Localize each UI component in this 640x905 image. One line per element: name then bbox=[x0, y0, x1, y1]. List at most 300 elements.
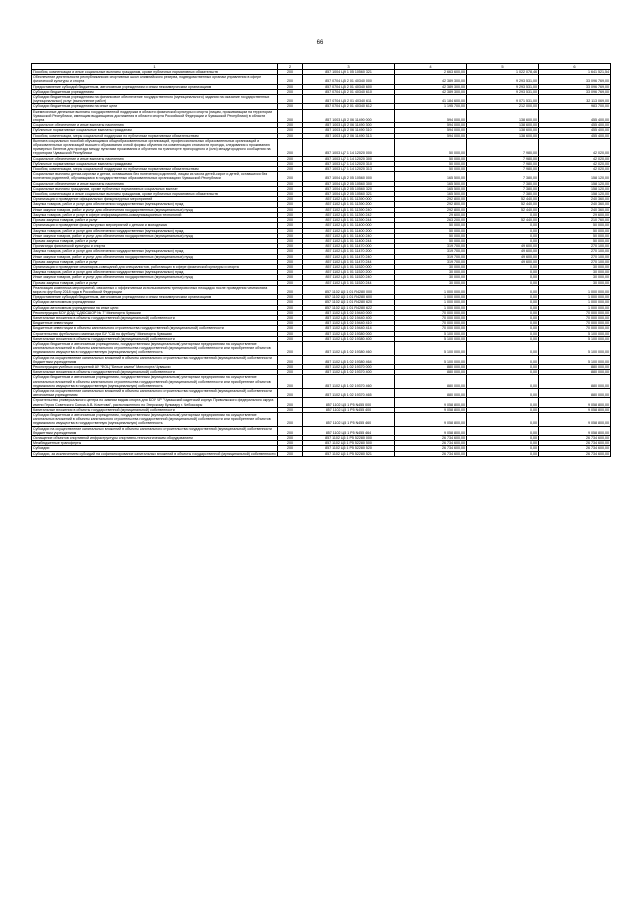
line-code-cell: 200 bbox=[278, 364, 303, 369]
approved-amount-cell: 165 500,00 bbox=[395, 181, 467, 186]
approved-amount-cell: 1 000 000,00 bbox=[395, 305, 467, 310]
budget-classification-cell: 857 1102 Ц5 1 02 19380 400 bbox=[303, 336, 395, 341]
unexecuted-amount-cell: 26 734 600,00 bbox=[539, 436, 611, 441]
line-code-cell: 200 bbox=[278, 275, 303, 280]
expense-name-cell: Пропаганда физической культуры и спорта bbox=[32, 244, 278, 249]
budget-classification-cell: 857 1102 Ц5 1 02 19380 460 bbox=[303, 341, 395, 355]
approved-amount-cell: 70 000 000,00 bbox=[395, 321, 467, 326]
executed-amount-cell: 0,00 bbox=[467, 264, 539, 269]
executed-amount-cell: 49 600,00 bbox=[467, 254, 539, 259]
column-number: 4 bbox=[395, 64, 467, 70]
table-row bbox=[32, 451, 611, 456]
line-code-cell: 200 bbox=[278, 202, 303, 207]
approved-amount-cell: 880 000,00 bbox=[395, 370, 467, 375]
expense-name-cell: Строительство универсального центра по зимним видам спорта для БОУ ЧР "Чувашский кадетский корпус Приволжского федерального округа имени Героя Советского Союза А.В. Кочетова", расположенного по Эгерскому бульвару г. Чебоксары bbox=[32, 398, 278, 407]
executed-amount-cell: 0,00 bbox=[467, 407, 539, 412]
line-code-cell: 200 bbox=[278, 104, 303, 109]
executed-amount-cell: 52 440,00 bbox=[467, 207, 539, 212]
executed-amount-cell: 0,00 bbox=[467, 336, 539, 341]
line-code-cell: 200 bbox=[278, 398, 303, 407]
executed-amount-cell: 212 000,00 bbox=[467, 104, 539, 109]
executed-amount-cell: 7 380,00 bbox=[467, 172, 539, 181]
budget-classification-cell: 857 1102 Ц5 1 01 11470 240 bbox=[303, 254, 395, 259]
executed-amount-cell: 0,00 bbox=[467, 300, 539, 305]
budget-classification-cell: 857 1102 Ц5 1 01 11470 200 bbox=[303, 249, 395, 254]
approved-amount-cell: 165 500,00 bbox=[395, 172, 467, 181]
budget-classification-cell: 857 1102 Ц5 1 01 11470 000 bbox=[303, 244, 395, 249]
expense-name-cell: Закупка товаров, работ и услуг в сфере информационно-коммуникационных технологий bbox=[32, 212, 278, 217]
expense-name-cell: Социальные выплаты гражданам, кроме публичных нормативных социальных выплат bbox=[32, 186, 278, 191]
budget-classification-cell: 857 1102 Ц5 1 01 11390 244 bbox=[303, 218, 395, 223]
line-code-cell: 200 bbox=[278, 84, 303, 89]
executed-amount-cell: 0,00 bbox=[467, 398, 539, 407]
page-number: 66 bbox=[316, 40, 324, 46]
unexecuted-amount-cell: 5 100 000,00 bbox=[539, 331, 611, 336]
unexecuted-amount-cell: 50 000,00 bbox=[539, 223, 611, 228]
line-code-cell: 200 bbox=[278, 326, 303, 331]
expense-name-cell: Субсидии бюджетным и автономным учреждениям, государственным (муниципальным) унитарным предприятиям на осуществление капитальных вложений в объекты капитального строительства государственной (муниципальной) собственности или приобретение объектов недвижимого имущества в государственную (муниципальную) собственность bbox=[32, 341, 278, 355]
line-code-cell: 200 bbox=[278, 321, 303, 326]
budget-classification-cell: 857 1102 Ц5 1 P5 52280 520 bbox=[303, 446, 395, 451]
unexecuted-amount-cell: 50 000,00 bbox=[539, 233, 611, 238]
approved-amount-cell: 319 700,00 bbox=[395, 254, 467, 259]
expense-name-cell: Субсидии на осуществление капитальных вложений в объекты капитального строительства государственной (муниципальной) собственности автономным учреждениям bbox=[32, 389, 278, 398]
expense-name-cell: Предоставление субсидий бюджетным, автономным учреждениям и иным некоммерческим организациям bbox=[32, 295, 278, 300]
approved-amount-cell: 165 500,00 bbox=[395, 186, 467, 191]
executed-amount-cell: 0,00 bbox=[467, 321, 539, 326]
line-code-cell: 200 bbox=[278, 186, 303, 191]
expense-name-cell: Капитальные вложения в объекты государственной (муниципальной) собственности bbox=[32, 336, 278, 341]
executed-amount-cell: 0,00 bbox=[467, 413, 539, 427]
budget-classification-cell: 857 0704 Ц5 2 01 40340 000 bbox=[303, 75, 395, 84]
budget-classification-cell: 857 1102 Ц5 1 02 19380 464 bbox=[303, 355, 395, 364]
budget-classification-cell: 857 1102 Ц5 1 P5 N455 464 bbox=[303, 426, 395, 435]
budget-classification-cell: 857 1102 Ц5 1 01 11390 242 bbox=[303, 212, 395, 217]
line-code-cell: 200 bbox=[278, 95, 303, 104]
unexecuted-amount-cell: 158 120,00 bbox=[539, 181, 611, 186]
unexecuted-amount-cell: 983 700,00 bbox=[539, 104, 611, 109]
approved-amount-cell: 880 000,00 bbox=[395, 389, 467, 398]
budget-classification-cell: 857 1102 Ц5 1 01 11400 244 bbox=[303, 238, 395, 243]
approved-amount-cell: 50 000,00 bbox=[395, 156, 467, 161]
approved-amount-cell: 42 389 300,00 bbox=[395, 75, 467, 84]
line-code-cell: 200 bbox=[278, 167, 303, 172]
expense-name-cell: Субсидии автономным учреждениям на иные цели bbox=[32, 305, 278, 310]
budget-classification-cell: 857 1102 Ц5 1 02 19370 000 bbox=[303, 364, 395, 369]
table-row bbox=[32, 426, 611, 435]
expense-name-cell: Субсидии bbox=[32, 446, 278, 451]
expense-name-cell: Субсидии бюджетным учреждениям на иные цели bbox=[32, 104, 278, 109]
budget-classification-cell: 857 1003 Ц7 1 14 12020 000 bbox=[303, 138, 395, 156]
executed-amount-cell: 9 293 531,00 bbox=[467, 75, 539, 84]
budget-classification-cell: 857 0704 Ц5 2 01 40340 612 bbox=[303, 104, 395, 109]
expense-name-cell: Прочая закупка товаров, работ и услуг bbox=[32, 259, 278, 264]
budget-classification-cell: 857 1102 Ц5 1 P5 N455 460 bbox=[303, 413, 395, 427]
expense-name-cell: Субсидии бюджетным и автономным учреждениям, государственным (муниципальным) унитарным предприятиям на осуществление капитальных вложений в объекты капитального строительства государственной (муниципальной) собственности или приобретение объектов недвижимого имущества в государственную (муниципальную) собственность bbox=[32, 375, 278, 389]
executed-amount-cell: 0,00 bbox=[467, 436, 539, 441]
approved-amount-cell: 1 000 000,00 bbox=[395, 300, 467, 305]
executed-amount-cell: 138 600,00 bbox=[467, 128, 539, 133]
line-code-cell: 200 bbox=[278, 426, 303, 435]
approved-amount-cell: 50 000,00 bbox=[395, 228, 467, 233]
approved-amount-cell: 42 389 300,00 bbox=[395, 89, 467, 94]
unexecuted-amount-cell: 70 000 000,00 bbox=[539, 321, 611, 326]
approved-amount-cell: 292 800,00 bbox=[395, 207, 467, 212]
expense-name-cell: Иные закупки товаров, работ и услуг для обеспечения государственных (муниципальных) нужд bbox=[32, 275, 278, 280]
expense-name-cell: Социальное обеспечение и иные выплаты населению bbox=[32, 181, 278, 186]
expense-name-cell: Капитальные вложения в объекты государственной (муниципальной) собственности bbox=[32, 407, 278, 412]
approved-amount-cell: 26 734 600,00 bbox=[395, 441, 467, 446]
expense-name-cell: Социальные выплаты детям-сиротам и детям, оставшимся без попечения родителей, лицам из числа детей-сирот и детей, оставшихся без попечения родителей, обучающимся в государственных образовательных организациях Чувашской Республики bbox=[32, 172, 278, 181]
budget-classification-cell: 857 1102 Ц5 1 01 11520 200 bbox=[303, 270, 395, 275]
unexecuted-amount-cell: 30 000,00 bbox=[539, 264, 611, 269]
approved-amount-cell: 165 500,00 bbox=[395, 192, 467, 197]
unexecuted-amount-cell: 455 400,00 bbox=[539, 123, 611, 128]
line-code-cell: 200 bbox=[278, 109, 303, 123]
budget-classification-cell: 857 1102 Ц5 1 01 11520 240 bbox=[303, 275, 395, 280]
unexecuted-amount-cell: 33 096 769,00 bbox=[539, 84, 611, 89]
approved-amount-cell: 9 058 800,00 bbox=[395, 398, 467, 407]
expense-name-cell: Публичные нормативные социальные выплаты гражданам bbox=[32, 161, 278, 166]
unexecuted-amount-cell: 42 020,00 bbox=[539, 156, 611, 161]
expense-name-cell: Реконструкция БОУ ДОД "СДЮСШОР № 7" Минспорта Чувашии bbox=[32, 310, 278, 315]
executed-amount-cell: 0,00 bbox=[467, 223, 539, 228]
budget-classification-cell: 857 1102 Ц5 1 P5 N455 400 bbox=[303, 407, 395, 412]
unexecuted-amount-cell: 5 100 000,00 bbox=[539, 341, 611, 355]
approved-amount-cell: 594 000,00 bbox=[395, 123, 467, 128]
line-code-cell: 200 bbox=[278, 161, 303, 166]
executed-amount-cell: 0,00 bbox=[467, 441, 539, 446]
approved-amount-cell: 9 058 800,00 bbox=[395, 407, 467, 412]
budget-classification-cell: 857 1102 Ц5 1 01 11400 000 bbox=[303, 223, 395, 228]
approved-amount-cell: 5 100 000,00 bbox=[395, 336, 467, 341]
line-code-cell: 200 bbox=[278, 370, 303, 375]
approved-amount-cell: 70 000 000,00 bbox=[395, 310, 467, 315]
unexecuted-amount-cell: 1 000 000,00 bbox=[539, 300, 611, 305]
budget-classification-cell: 857 1102 Ц5 1 01 11390 000 bbox=[303, 197, 395, 202]
expense-name-cell: Пособия, компенсации и иные социальные выплаты гражданам, кроме публичных нормативных обязательств bbox=[32, 192, 278, 197]
unexecuted-amount-cell: 70 000 000,00 bbox=[539, 315, 611, 320]
line-code-cell: 200 bbox=[278, 413, 303, 427]
report-table bbox=[31, 63, 611, 457]
approved-amount-cell: 30 000,00 bbox=[395, 270, 467, 275]
unexecuted-amount-cell: 30 000,00 bbox=[539, 275, 611, 280]
approved-amount-cell: 50 000,00 bbox=[395, 138, 467, 156]
unexecuted-amount-cell: 880 000,00 bbox=[539, 370, 611, 375]
unexecuted-amount-cell: 70 000 000,00 bbox=[539, 310, 611, 315]
unexecuted-amount-cell: 240 360,00 bbox=[539, 207, 611, 212]
expense-name-cell: Обеспечение деятельности республиканских спортивных школ олимпийского резерва, подведомственных органам управления в сфере физической культуры и спорта bbox=[32, 75, 278, 84]
approved-amount-cell: 50 000,00 bbox=[395, 233, 467, 238]
executed-amount-cell: 7 380,00 bbox=[467, 192, 539, 197]
table-row bbox=[32, 172, 611, 181]
expense-name-cell: Закупка товаров, работ и услуг для обеспечения государственных (муниципальных) нужд bbox=[32, 270, 278, 275]
unexecuted-amount-cell: 270 100,00 bbox=[539, 259, 611, 264]
line-code-cell: 200 bbox=[278, 315, 303, 320]
line-code-cell: 200 bbox=[278, 259, 303, 264]
approved-amount-cell: 50 000,00 bbox=[395, 167, 467, 172]
expense-name-cell: Реализация комплекса мероприятий, связанных с эффективным использованием тренировочных площадок после проведения чемпионата мира по футболу 2018 года в Российской Федерации bbox=[32, 285, 278, 294]
budget-classification-cell: 857 1102 Ц5 1 01 11390 200 bbox=[303, 202, 395, 207]
line-code-cell: 200 bbox=[278, 331, 303, 336]
expense-name-cell: Организация и проведение физкультурных мероприятий с детьми и молодежью bbox=[32, 223, 278, 228]
unexecuted-amount-cell: 42 020,00 bbox=[539, 167, 611, 172]
expense-name-cell: Бюджетные инвестиции в объекты капитального строительства государственной (муниципальной) собственности bbox=[32, 326, 278, 331]
budget-classification-cell: 857 1102 Ц5 1 01 11520 244 bbox=[303, 280, 395, 285]
line-code-cell: 200 bbox=[278, 218, 303, 223]
budget-classification-cell: 857 0704 Ц5 2 01 40340 610 bbox=[303, 89, 395, 94]
approved-amount-cell: 70 000 000,00 bbox=[395, 326, 467, 331]
line-code-cell: 200 bbox=[278, 285, 303, 294]
executed-amount-cell: 0,00 bbox=[467, 341, 539, 355]
budget-classification-cell: 857 1004 Ц5 2 05 10560 321 bbox=[303, 192, 395, 197]
budget-classification-cell: 857 1003 Ц5 2 06 11490 313 bbox=[303, 133, 395, 138]
expense-name-cell: Ежемесячные денежные выплаты государственной поддержки в области физической культуры и спорта (лицам, проживающим на территории Чувашской Республики, имеющим выдающиеся достижения в области спорта Российской Федерации и Чувашской Республики) в области спорта bbox=[32, 109, 278, 123]
expense-name-cell: Пособия, компенсации, меры социальной поддержки по публичным нормативным обязательствам bbox=[32, 133, 278, 138]
executed-amount-cell: 0,00 bbox=[467, 355, 539, 364]
budget-classification-cell: 857 1102 Ц5 1 02 19440 400 bbox=[303, 315, 395, 320]
budget-classification-cell: 857 1102 Ц5 1 P5 52280 000 bbox=[303, 436, 395, 441]
line-code-cell: 200 bbox=[278, 133, 303, 138]
executed-amount-cell: 52 440,00 bbox=[467, 202, 539, 207]
unexecuted-amount-cell: 5 100 000,00 bbox=[539, 355, 611, 364]
budget-classification-cell: 857 1102 Ц5 1 01 11400 200 bbox=[303, 228, 395, 233]
executed-amount-cell: 49 600,00 bbox=[467, 259, 539, 264]
executed-amount-cell: 0,00 bbox=[467, 364, 539, 369]
line-code-cell: 200 bbox=[278, 451, 303, 456]
expense-name-cell: Субсидии бюджетным учреждениям bbox=[32, 89, 278, 94]
approved-amount-cell: 319 700,00 bbox=[395, 259, 467, 264]
approved-amount-cell: 5 100 000,00 bbox=[395, 331, 467, 336]
approved-amount-cell: 30 000,00 bbox=[395, 264, 467, 269]
table-row bbox=[32, 375, 611, 389]
table-row bbox=[32, 355, 611, 364]
executed-amount-cell: 0,00 bbox=[467, 310, 539, 315]
unexecuted-amount-cell: 32 113 069,00 bbox=[539, 95, 611, 104]
unexecuted-amount-cell: 1 641 521,54 bbox=[539, 70, 611, 75]
unexecuted-amount-cell: 50 000,00 bbox=[539, 228, 611, 233]
unexecuted-amount-cell: 33 096 769,00 bbox=[539, 89, 611, 94]
table-row bbox=[32, 285, 611, 294]
line-code-cell: 200 bbox=[278, 341, 303, 355]
executed-amount-cell: 0,00 bbox=[467, 285, 539, 294]
line-code-cell: 200 bbox=[278, 300, 303, 305]
approved-amount-cell: 9 058 800,00 bbox=[395, 426, 467, 435]
unexecuted-amount-cell: 50 000,00 bbox=[539, 238, 611, 243]
expense-name-cell: Субсидии бюджетным учреждениям на финансовое обеспечение государственного (муниципального) задания на оказание государственных (муниципальных) услуг (выполнение работ) bbox=[32, 95, 278, 104]
executed-amount-cell: 0,00 bbox=[467, 315, 539, 320]
line-code-cell: 200 bbox=[278, 254, 303, 259]
budget-classification-cell: 857 1004 Ц9 1 05 10560 321 bbox=[303, 70, 395, 75]
expense-name-cell: Социальное обеспечение и иные выплаты населению bbox=[32, 123, 278, 128]
approved-amount-cell: 30 000,00 bbox=[395, 280, 467, 285]
line-code-cell: 200 bbox=[278, 375, 303, 389]
line-code-cell: 200 bbox=[278, 197, 303, 202]
budget-classification-cell: 857 0704 Ц5 2 01 40340 611 bbox=[303, 95, 395, 104]
budget-classification-cell: 857 1003 Ц7 1 14 12020 313 bbox=[303, 167, 395, 172]
executed-amount-cell: 9 293 531,00 bbox=[467, 89, 539, 94]
expense-name-cell: Иные закупки товаров, работ и услуг для обеспечения государственных (муниципальных) нужд bbox=[32, 254, 278, 259]
expense-name-cell: Бюджетные инвестиции bbox=[32, 321, 278, 326]
budget-classification-cell: 857 1004 Ц5 2 05 10560 300 bbox=[303, 181, 395, 186]
table-row bbox=[32, 95, 611, 104]
executed-amount-cell: 0,00 bbox=[467, 238, 539, 243]
budget-classification-cell: 857 1102 Ц5 1 02 19440 414 bbox=[303, 326, 395, 331]
executed-amount-cell: 52 440,00 bbox=[467, 197, 539, 202]
unexecuted-amount-cell: 455 400,00 bbox=[539, 109, 611, 123]
unexecuted-amount-cell: 158 120,00 bbox=[539, 172, 611, 181]
line-code-cell: 200 bbox=[278, 89, 303, 94]
unexecuted-amount-cell: 26 734 600,00 bbox=[539, 441, 611, 446]
expense-name-cell: Капитальные вложения в объекты государственной (муниципальной) собственности bbox=[32, 315, 278, 320]
executed-amount-cell: 0,00 bbox=[467, 446, 539, 451]
executed-amount-cell: 0,00 bbox=[467, 331, 539, 336]
unexecuted-amount-cell: 1 000 000,00 bbox=[539, 285, 611, 294]
budget-classification-cell: 857 1102 Ц5 1 01 R4280 620 bbox=[303, 300, 395, 305]
approved-amount-cell: 594 000,00 bbox=[395, 128, 467, 133]
line-code-cell: 200 bbox=[278, 436, 303, 441]
unexecuted-amount-cell: 1 000 000,00 bbox=[539, 305, 611, 310]
executed-amount-cell: 9 071 531,00 bbox=[467, 95, 539, 104]
unexecuted-amount-cell: 5 100 000,00 bbox=[539, 336, 611, 341]
line-code-cell: 200 bbox=[278, 238, 303, 243]
expense-name-cell: Субсидии, за исключением субсидий на софинансирование капитальных вложений в объекты государственной (муниципальной) собственности bbox=[33, 451, 276, 456]
executed-amount-cell: 7 980,00 bbox=[467, 156, 539, 161]
executed-amount-cell: 7 980,00 bbox=[467, 138, 539, 156]
expense-name-cell: Иные закупки товаров, работ и услуг для обеспечения государственных (муниципальных) нужд bbox=[32, 233, 278, 238]
executed-amount-cell: 0,00 bbox=[467, 426, 539, 435]
line-code-cell: 200 bbox=[278, 310, 303, 315]
unexecuted-amount-cell: 70 000 000,00 bbox=[539, 326, 611, 331]
expense-name-cell: Социальное обеспечение и иные выплаты населению bbox=[32, 156, 278, 161]
budget-classification-cell: 857 1004 Ц5 2 05 10560 000 bbox=[303, 172, 395, 181]
approved-amount-cell: 1 195 700,00 bbox=[395, 104, 467, 109]
unexecuted-amount-cell: 26 734 600,00 bbox=[539, 451, 611, 456]
column-number: 1 bbox=[32, 64, 278, 70]
unexecuted-amount-cell: 240 360,00 bbox=[539, 197, 611, 202]
budget-classification-cell: 857 1102 Ц5 1 02 19370 465 bbox=[303, 389, 395, 398]
line-code-cell: 200 bbox=[278, 233, 303, 238]
expense-name-cell: Прочая закупка товаров, работ и услуг bbox=[32, 280, 278, 285]
approved-amount-cell: 263 200,00 bbox=[395, 218, 467, 223]
line-code-cell: 200 bbox=[278, 228, 303, 233]
executed-amount-cell: 138 600,00 bbox=[467, 123, 539, 128]
expense-name-cell: Организация и проведение официальных физкультурных мероприятий bbox=[32, 197, 278, 202]
approved-amount-cell: 9 058 800,00 bbox=[395, 413, 467, 427]
budget-classification-cell: 857 1102 Ц5 1 02 19440 410 bbox=[303, 321, 395, 326]
approved-amount-cell: 5 100 000,00 bbox=[395, 355, 467, 364]
expense-name-cell: Иные закупки товаров, работ и услуг для обеспечения государственных (муниципальных) нужд bbox=[32, 207, 278, 212]
unexecuted-amount-cell: 270 100,00 bbox=[539, 249, 611, 254]
approved-amount-cell: 26 734 600,00 bbox=[395, 451, 467, 456]
executed-amount-cell: 7 980,00 bbox=[467, 161, 539, 166]
executed-amount-cell: 52 440,00 bbox=[467, 218, 539, 223]
approved-amount-cell: 319 700,00 bbox=[395, 244, 467, 249]
unexecuted-amount-cell: 455 400,00 bbox=[539, 128, 611, 133]
line-code-cell: 200 bbox=[278, 407, 303, 412]
unexecuted-amount-cell: 210 760,00 bbox=[539, 218, 611, 223]
approved-amount-cell: 319 700,00 bbox=[395, 249, 467, 254]
executed-amount-cell: 138 600,00 bbox=[467, 109, 539, 123]
unexecuted-amount-cell: 9 058 800,00 bbox=[539, 426, 611, 435]
executed-amount-cell: 138 600,00 bbox=[467, 133, 539, 138]
unexecuted-amount-cell: 26 734 600,00 bbox=[539, 446, 611, 451]
table-row bbox=[32, 341, 611, 355]
budget-classification-cell: 857 1102 Ц5 1 01 11520 000 bbox=[303, 264, 395, 269]
line-code-cell: 200 bbox=[278, 280, 303, 285]
approved-amount-cell: 29 600,00 bbox=[395, 212, 467, 217]
approved-amount-cell: 50 000,00 bbox=[395, 161, 467, 166]
approved-amount-cell: 5 100 000,00 bbox=[395, 341, 467, 355]
budget-classification-cell: 857 1102 Ц5 1 P5 N455 000 bbox=[303, 398, 395, 407]
table-row bbox=[32, 389, 611, 398]
expense-name-cell: Субсидии бюджетным и автономным учреждениям, государственным (муниципальным) унитарным предприятиям на осуществление капитальных вложений в объекты капитального строительства государственной (муниципальной) собственности или приобретение объектов недвижимого имущества в государственную (муниципальную) собственность bbox=[32, 413, 278, 427]
approved-amount-cell: 594 000,00 bbox=[395, 109, 467, 123]
line-code-cell: 200 bbox=[278, 355, 303, 364]
table-row bbox=[32, 138, 611, 156]
budget-classification-cell: 857 1003 Ц5 2 06 11490 300 bbox=[303, 123, 395, 128]
column-number: 6 bbox=[539, 64, 611, 70]
approved-amount-cell: 2 663 600,00 bbox=[395, 70, 467, 75]
expense-name-cell: Пособия, компенсации, меры социальной поддержки по публичным нормативным обязательствам bbox=[32, 167, 278, 172]
column-number: 3 bbox=[303, 64, 395, 70]
approved-amount-cell: 292 800,00 bbox=[395, 197, 467, 202]
expense-name-cell: Строительство футбольного манежа при БУ "СШ по футболу" Минспорта Чувашии bbox=[32, 331, 278, 336]
line-code-cell: 200 bbox=[278, 446, 303, 451]
executed-amount-cell: 0,00 bbox=[467, 275, 539, 280]
unexecuted-amount-cell: 270 100,00 bbox=[539, 244, 611, 249]
executed-amount-cell: 0,00 bbox=[467, 280, 539, 285]
expense-name-cell: Прочая закупка товаров, работ и услуг bbox=[32, 218, 278, 223]
table-row bbox=[32, 413, 611, 427]
executed-amount-cell: 0,00 bbox=[467, 228, 539, 233]
unexecuted-amount-cell: 42 020,00 bbox=[539, 161, 611, 166]
budget-classification-cell: 857 1102 Ц5 1 01 11400 240 bbox=[303, 233, 395, 238]
table-row bbox=[32, 75, 611, 84]
expense-name-cell: Выплата социальных пособий обучающимся общеобразовательных организаций, профессиональных образовательных организаций и образовательных организаций высшего образования очной формы обучения на компенсацию стоимости проезда, следования к проживанию примерных билетов для проезда между пунктами проживания и обучения на транспорте пригородного и (или) междугородного сообщения на территории Чувашской Республики bbox=[32, 138, 278, 156]
line-code-cell: 200 bbox=[278, 270, 303, 275]
unexecuted-amount-cell: 30 000,00 bbox=[539, 270, 611, 275]
expense-name-cell: Закупка товаров, работ и услуг для обеспечения государственных (муниципальных) нужд bbox=[32, 228, 278, 233]
executed-amount-cell: 0,00 bbox=[467, 305, 539, 310]
line-code-cell: 200 bbox=[278, 441, 303, 446]
expense-name-cell: Межбюджетные трансферты bbox=[32, 441, 278, 446]
approved-amount-cell: 70 000 000,00 bbox=[395, 315, 467, 320]
column-number: 5 bbox=[467, 64, 539, 70]
column-number: 2 bbox=[278, 64, 303, 70]
budget-classification-cell: 857 1102 Ц5 1 02 19380 000 bbox=[303, 331, 395, 336]
line-code-cell: 200 bbox=[278, 128, 303, 133]
unexecuted-amount-cell: 240 360,00 bbox=[539, 202, 611, 207]
executed-amount-cell: 0,00 bbox=[467, 370, 539, 375]
executed-amount-cell: 0,00 bbox=[467, 451, 539, 456]
unexecuted-amount-cell: 158 120,00 bbox=[539, 192, 611, 197]
budget-classification-cell: 857 1102 Ц5 1 P5 52280 521 bbox=[303, 451, 395, 456]
budget-classification-cell: 857 1102 Ц5 1 01 11470 244 bbox=[303, 259, 395, 264]
expense-name-cell: Реконструкция учебных сооружений АУ "ФОЦ "Белые камни" Минспорта Чувашии bbox=[32, 364, 278, 369]
expense-name-cell: Прочая закупка товаров, работ и услуг bbox=[32, 238, 278, 243]
approved-amount-cell: 1 000 000,00 bbox=[395, 285, 467, 294]
expense-name-cell: Оснащение объектов спортивной инфраструктуры спортивно-технологическим оборудованием bbox=[32, 436, 278, 441]
approved-amount-cell: 50 000,00 bbox=[395, 238, 467, 243]
expense-name-cell: Субсидии на осуществление капитальных вложений в объекты капитального строительства государственной (муниципальной) собственности бюджетным учреждениям bbox=[32, 355, 278, 364]
approved-amount-cell: 880 000,00 bbox=[395, 375, 467, 389]
approved-amount-cell: 1 000 000,00 bbox=[395, 295, 467, 300]
expense-name-cell: Закупка товаров, работ и услуг для обеспечения государственных (муниципальных) нужд bbox=[32, 202, 278, 207]
expense-name-cell: Организация и проведение семинаров-совещаний для специалистов, работающих в сфере физической культуры и спорта bbox=[32, 264, 278, 269]
executed-amount-cell: 49 600,00 bbox=[467, 249, 539, 254]
executed-amount-cell: 0,00 bbox=[467, 295, 539, 300]
